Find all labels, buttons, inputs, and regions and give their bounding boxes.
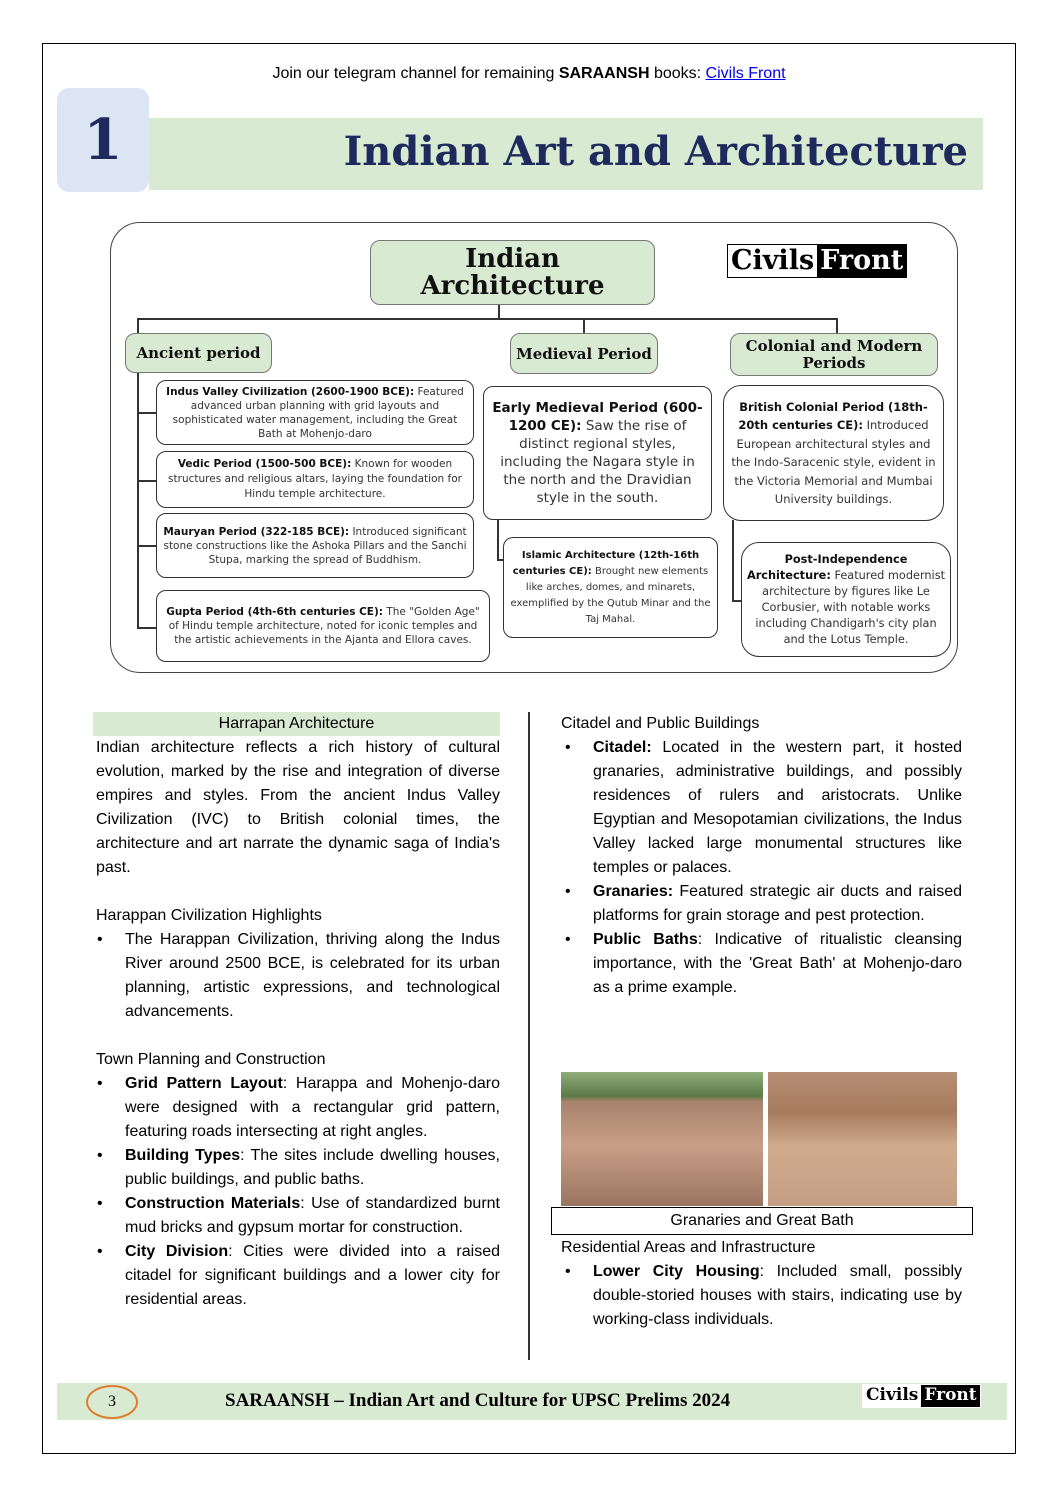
box-mauryan	[156, 513, 474, 578]
box-indus-valley	[156, 380, 474, 445]
item-text: Featured strategic air ducts and raised platforms for grain storage and pest protection.	[593, 883, 962, 924]
list-item	[125, 1240, 500, 1312]
period-colonial-modern: Colonial and Modern Periods	[730, 333, 938, 376]
chapter-number: 1	[57, 88, 149, 192]
box-british-colonial	[723, 385, 944, 521]
chapter-title: Indian Art and Architecture	[343, 128, 968, 175]
item-text: : Harappa and Mohenjo-daro were designed with a rectangular grid pattern, featuring roads intersecting at right angles.	[125, 1075, 500, 1140]
box-text: The "Golden Age" of Hindu temple architecture, noted for iconic temples and the artistic achievements in the Ajanta and Ellora caves.	[168, 606, 480, 646]
box-gupta	[156, 590, 490, 662]
column-divider	[528, 712, 530, 1360]
telegram-bold: SARAANSH	[558, 65, 650, 82]
item-key: City Division	[125, 1243, 229, 1260]
diagram-root: Indian Architecture	[370, 240, 655, 305]
great-bath-photo	[768, 1072, 957, 1206]
item-key: Lower City Housing	[593, 1263, 760, 1280]
connector	[137, 412, 156, 414]
list-item	[593, 928, 962, 1000]
box-title: Indus Valley Civilization (2600-1900 BCE):	[166, 385, 415, 398]
connector	[583, 318, 585, 334]
box-title: Mauryan Period (322-185 BCE):	[163, 525, 350, 538]
subheading: Harappan Civilization Highlights	[96, 907, 322, 924]
connector	[137, 480, 156, 482]
connector	[137, 318, 139, 334]
image-caption: Granaries and Great Bath	[551, 1207, 973, 1235]
item-key: Granaries:	[593, 883, 674, 900]
subheading: Citadel and Public Buildings	[561, 715, 760, 732]
item-text: Located in the western part, it hosted granaries, administrative buildings, and possibly residences of rulers and aristocrats. Unlike Egyptian and Mesopotamian civilizations, the Indus Valley lacked large monumental structures like temples or palaces.	[593, 739, 962, 876]
left-column	[93, 712, 500, 1312]
connector	[497, 519, 499, 559]
footer-logo	[862, 1384, 981, 1408]
subheading: Town Planning and Construction	[96, 1051, 326, 1068]
list-item	[593, 736, 962, 880]
logo-part: Front	[921, 1385, 979, 1407]
box-title: Post-Independence Architecture:	[746, 552, 908, 582]
logo-part: Front	[817, 245, 906, 277]
item-text: : Use of standardized burnt mud bricks and gypsum mortar for construction.	[125, 1195, 500, 1236]
list-item: • The Harappan Civilization, thriving along the Indus River around 2500 BCE, is celebrated for its urban planning, artistic expressions, and technological advancements.	[125, 928, 500, 1024]
box-islamic	[503, 537, 718, 638]
box-title: Early Medieval Period (600-1200 CE):	[492, 400, 703, 434]
list-item	[593, 1260, 962, 1332]
connector	[137, 627, 156, 629]
box-title: Gupta Period (4th-6th centuries CE):	[166, 606, 383, 618]
box-text: Introduced European architectural styles and the Indo-Saracenic style, evident in the Victoria Memorial and Mumbai University buildings.	[731, 418, 936, 506]
subheading: Residential Areas and Infrastructure	[561, 1239, 816, 1256]
period-ancient: Ancient period	[125, 333, 272, 373]
box-text: Brought new elements like arches, domes, and minarets, exemplified by the Qutub Minar and the Taj Mahal.	[510, 565, 711, 625]
box-title: Vedic Period (1500-500 BCE):	[177, 458, 352, 470]
civils-front-logo	[727, 244, 907, 278]
connector	[137, 318, 837, 320]
telegram-banner	[0, 65, 1058, 83]
telegram-text: Join our telegram channel for remaining	[272, 65, 559, 82]
box-text: Featured advanced urban planning with grid layouts and sophisticated water management, including the Great Bath at Mohenjo-daro	[172, 385, 464, 440]
item-text: : Indicative of ritualistic cleansing importance, with the 'Great Bath' at Mohenjo-daro as a prime example.	[593, 931, 963, 996]
list-item	[125, 1144, 500, 1192]
telegram-text2: books:	[649, 65, 706, 82]
connector	[137, 372, 139, 628]
box-text: Featured modernist architecture by figures like Le Corbusier, with notable works including Chandigarh's city plan and the Lotus Temple.	[755, 568, 946, 646]
item-key: Public Baths	[593, 931, 698, 948]
item-key: Grid Pattern Layout	[125, 1075, 283, 1092]
box-text: Saw the rise of distinct regional styles, including the Nagara style in the north and the Dravidian style in the south.	[500, 418, 695, 506]
box-post-independence	[741, 542, 951, 657]
connector	[836, 318, 838, 334]
box-title: British Colonial Period (18th-20th centuries CE):	[738, 399, 928, 432]
item-text: : The sites include dwelling houses, public buildings, and public baths.	[125, 1147, 501, 1188]
intro-paragraph: Indian architecture reflects a rich history of cultural evolution, marked by the rise and integration of diverse empires and styles. From the ancient Indus Valley Civilization (IVC) to British colonial times, the architecture and art narrate the dynamic saga of India's past.	[96, 739, 500, 876]
item-key: Building Types	[125, 1147, 241, 1164]
connector	[137, 545, 156, 547]
box-text: Introduced significant stone constructions like the Ashoka Pillars and the Sanchi Stupa, marking the spread of Buddhism.	[163, 525, 467, 566]
item-text: : Cities were divided into a raised citadel for significant buildings and a lower city for residential areas.	[125, 1243, 500, 1308]
connector	[732, 520, 734, 600]
granaries-photo	[561, 1072, 763, 1206]
item-key: Citadel:	[593, 739, 652, 756]
list-item	[593, 880, 962, 928]
box-title: Islamic Architecture (12th-16th centuries CE):	[512, 549, 700, 577]
footer-title: SARAANSH – Indian Art and Culture for UPSC Prelims 2024	[225, 1390, 731, 1411]
list-item	[125, 1192, 500, 1240]
section-heading: Harrapan Architecture	[93, 712, 500, 736]
connector	[498, 304, 500, 318]
logo-part: Civils	[731, 245, 815, 276]
period-medieval: Medieval Period	[510, 333, 658, 374]
box-text: Known for wooden structures and religious altars, laying the foundation for Hindu temple architecture.	[168, 458, 462, 500]
list-item	[125, 1072, 500, 1144]
box-vedic	[156, 451, 474, 508]
telegram-link[interactable]: Civils Front	[705, 65, 786, 82]
box-early-medieval	[483, 386, 712, 520]
page-number: 3	[86, 1385, 138, 1419]
logo-part: Civils	[866, 1385, 919, 1405]
right-column-lower	[561, 1236, 962, 1332]
item-text: : Included small, possibly double-storied houses with stairs, indicating use by working-class individuals.	[593, 1263, 962, 1328]
right-column	[561, 712, 962, 1000]
item-key: Construction Materials	[125, 1195, 301, 1212]
